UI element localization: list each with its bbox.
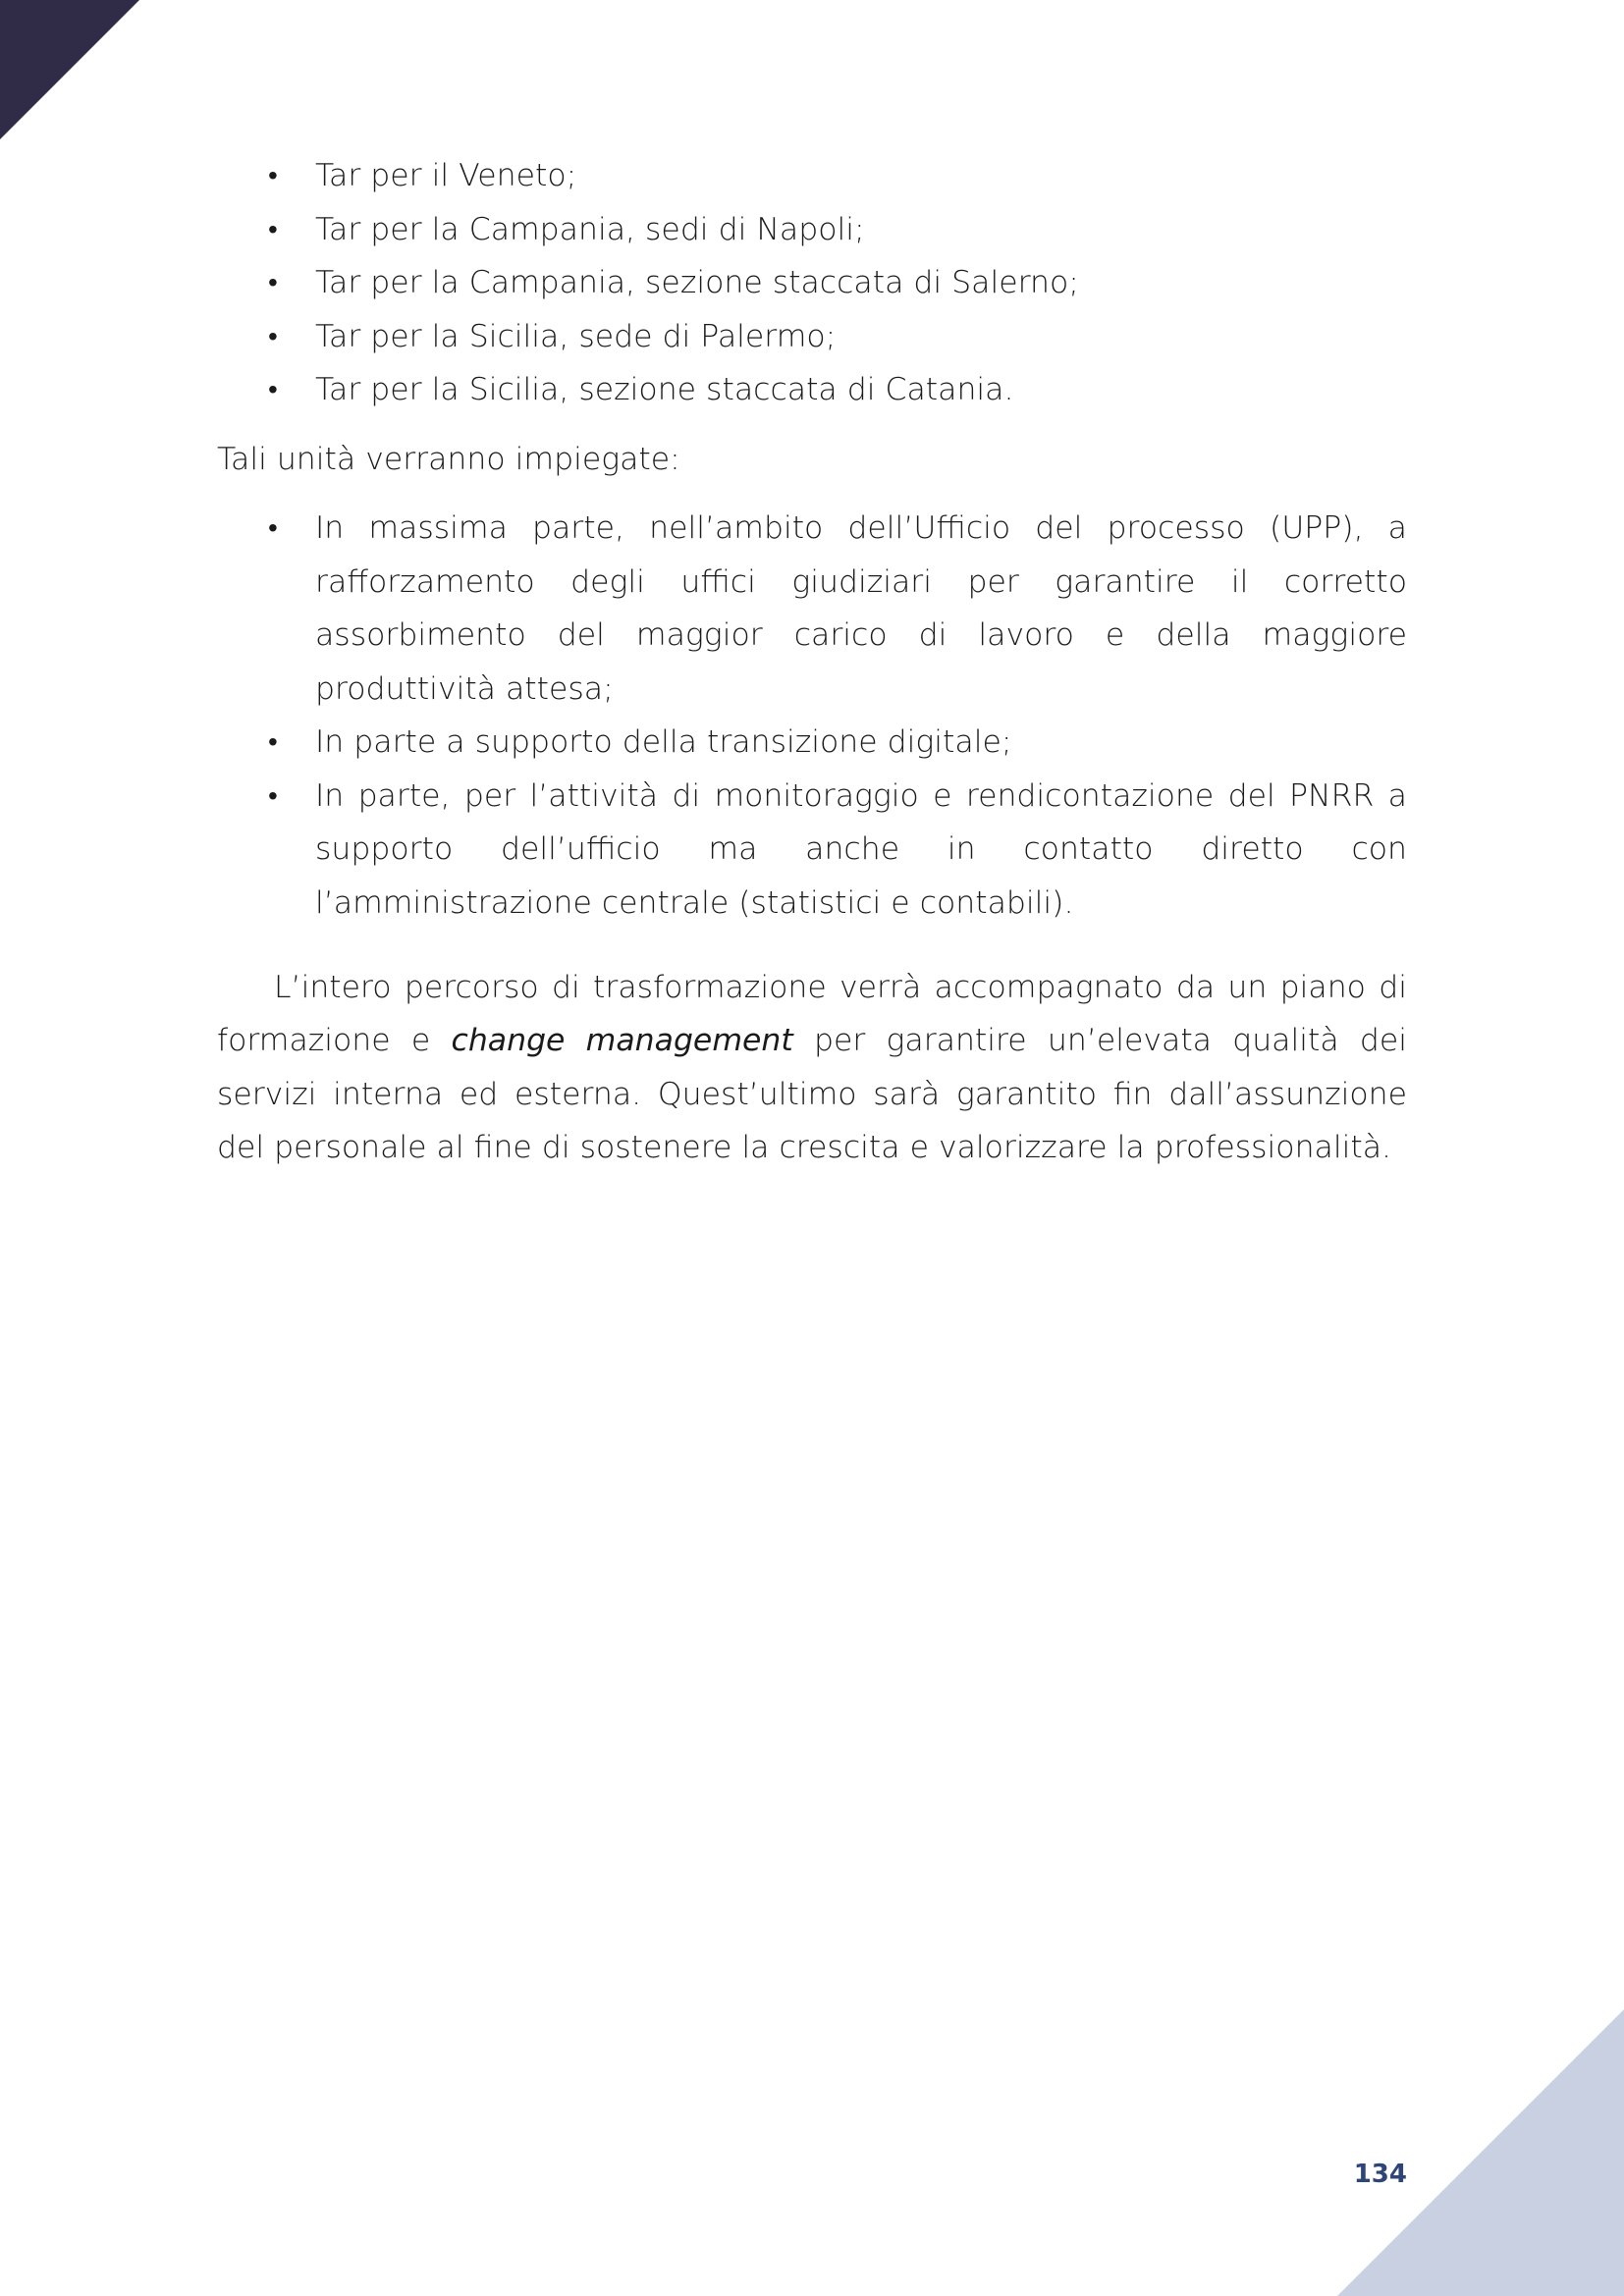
list-item: • In parte, per l’attività di monitoraggio e rendicontazione del PNRR a supporto dell’ufficio ma anche in contatto diretto con l’amministrazione centrale (statistici e contabili).: [217, 770, 1407, 931]
list-item: • Tar per il Veneto;: [217, 149, 1407, 203]
list-item: • In massima parte, nell’ambito dell’Ufficio del processo (UPP), a rafforzamento degli uffici giudiziari per garantire il corretto assorbimento del maggior carico di lavoro e della maggiore produttività attesa;: [217, 502, 1407, 716]
corner-decoration-top-left: [0, 0, 139, 139]
list-item: • In parte a supporto della transizione digitale;: [217, 716, 1407, 770]
bullet-icon: •: [268, 212, 278, 245]
bullet-icon: •: [268, 159, 278, 191]
emphasis-text: change management: [451, 1023, 793, 1058]
page-number: 134: [1353, 2160, 1407, 2189]
list-item: • Tar per la Sicilia, sede di Palermo;: [217, 310, 1407, 364]
list-item: • Tar per la Campania, sezione staccata di Salerno;: [217, 256, 1407, 310]
usage-list: [217, 502, 1407, 930]
bullet-icon: •: [268, 778, 278, 812]
corner-decoration-bottom-right: [1337, 2009, 1624, 2296]
bullet-icon: •: [268, 511, 278, 544]
tar-list: [217, 149, 1407, 417]
intro-text: Tali unità verranno impiegate:: [217, 441, 680, 477]
list-item: • Tar per la Sicilia, sezione staccata di Catania.: [217, 363, 1407, 417]
list-item: • Tar per la Campania, sedi di Napoli;: [217, 203, 1407, 257]
bullet-icon: •: [268, 373, 278, 405]
bullet-icon: •: [268, 319, 278, 352]
page-content: [217, 149, 1407, 1205]
bullet-icon: •: [268, 725, 278, 758]
bullet-icon: •: [268, 266, 278, 298]
body-paragraph: L’intero percorso di trasformazione verrà accompagnato da un piano di formazione e change management per garantire un’elevata qualità dei servizi interna ed esterna. Quest’ultimo sarà garantito fin dall’assunzione del personale al fine di sostenere la crescita e valorizzare la professionalità.: [217, 969, 1407, 1165]
